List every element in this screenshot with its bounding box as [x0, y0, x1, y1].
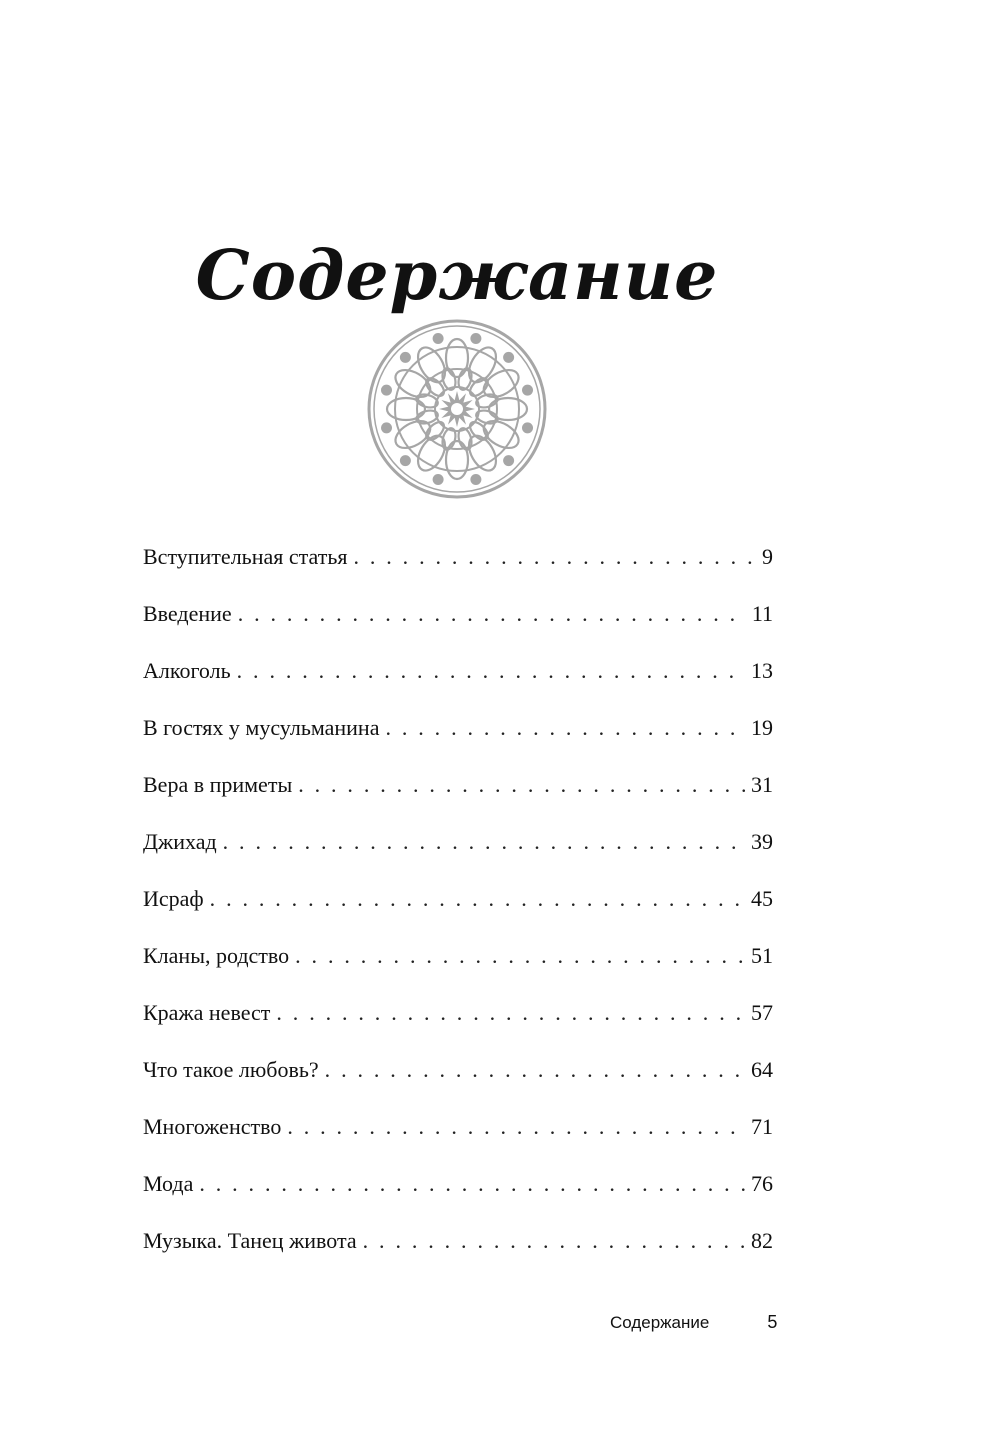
toc-entry-page: 51: [751, 943, 773, 968]
toc-entry-title: Что такое любовь?: [143, 1057, 319, 1082]
toc-entry-title: Кланы, родство: [143, 943, 290, 968]
toc-leader-dots: [363, 1220, 745, 1262]
toc-entry-title: Мода: [143, 1171, 194, 1196]
toc-entry-page: 57: [751, 1000, 773, 1025]
toc-leader-dots: [237, 650, 745, 692]
toc-leader-dots: [353, 536, 756, 578]
page-footer: [610, 1312, 778, 1333]
toc-entry-page: 31: [751, 772, 773, 797]
toc-entry-page: 71: [751, 1114, 773, 1139]
toc-leader-dots: [295, 935, 745, 977]
toc-leader-dots: [210, 878, 745, 920]
toc-entry-page: 11: [751, 601, 773, 626]
toc-leader-dots: [238, 593, 746, 635]
toc-entry[interactable]: [143, 1049, 773, 1106]
toc-leader-dots: [298, 764, 745, 806]
toc-leader-dots: [287, 1106, 745, 1148]
toc-entry-page: 76: [751, 1171, 773, 1196]
toc-entry[interactable]: [143, 1163, 773, 1220]
toc-entry-page: 39: [751, 829, 773, 854]
circular-arabesque-ornament-icon: [366, 318, 548, 500]
page-title: Содержание: [195, 235, 719, 316]
toc-leader-dots: [199, 1163, 745, 1205]
toc-entry[interactable]: [143, 935, 773, 992]
toc-entry[interactable]: [143, 650, 773, 707]
footer-section-label: Содержание: [610, 1312, 710, 1332]
toc-entry-title: Исраф: [143, 886, 204, 911]
toc-entry-page: 64: [751, 1057, 773, 1082]
toc-entry[interactable]: [143, 707, 773, 764]
toc-entry-title: В гостях у мусульманина: [143, 715, 380, 740]
toc-entry-title: Кража невест: [143, 1000, 271, 1025]
toc-entry-title: Вера в приметы: [143, 772, 293, 797]
toc-entry-title: Многоженство: [143, 1114, 282, 1139]
toc-entry[interactable]: [143, 1220, 773, 1277]
toc-entry-page: 9: [762, 544, 773, 569]
toc-entry-title: Алкоголь: [143, 658, 231, 683]
toc-entry[interactable]: [143, 992, 773, 1049]
toc-entry[interactable]: [143, 878, 773, 935]
table-of-contents: [143, 536, 773, 1277]
toc-entry-title: Музыка. Танец живота: [143, 1228, 357, 1253]
toc-leader-dots: [223, 821, 745, 863]
toc-entry[interactable]: [143, 764, 773, 821]
toc-entry-page: 82: [751, 1228, 773, 1253]
toc-entry[interactable]: [143, 536, 773, 593]
toc-entry-page: 13: [751, 658, 773, 683]
toc-entry-page: 19: [751, 715, 773, 740]
footer-page-number: 5: [767, 1312, 778, 1332]
toc-entry-title: Введение: [143, 601, 232, 626]
toc-entry[interactable]: [143, 593, 773, 650]
toc-entry[interactable]: [143, 1106, 773, 1163]
toc-entry-title: Вступительная статья: [143, 544, 348, 569]
toc-entry-page: 45: [751, 886, 773, 911]
toc-leader-dots: [325, 1049, 745, 1091]
toc-entry-title: Джихад: [143, 829, 217, 854]
toc-leader-dots: [276, 992, 745, 1034]
toc-entry[interactable]: [143, 821, 773, 878]
toc-leader-dots: [385, 707, 745, 749]
